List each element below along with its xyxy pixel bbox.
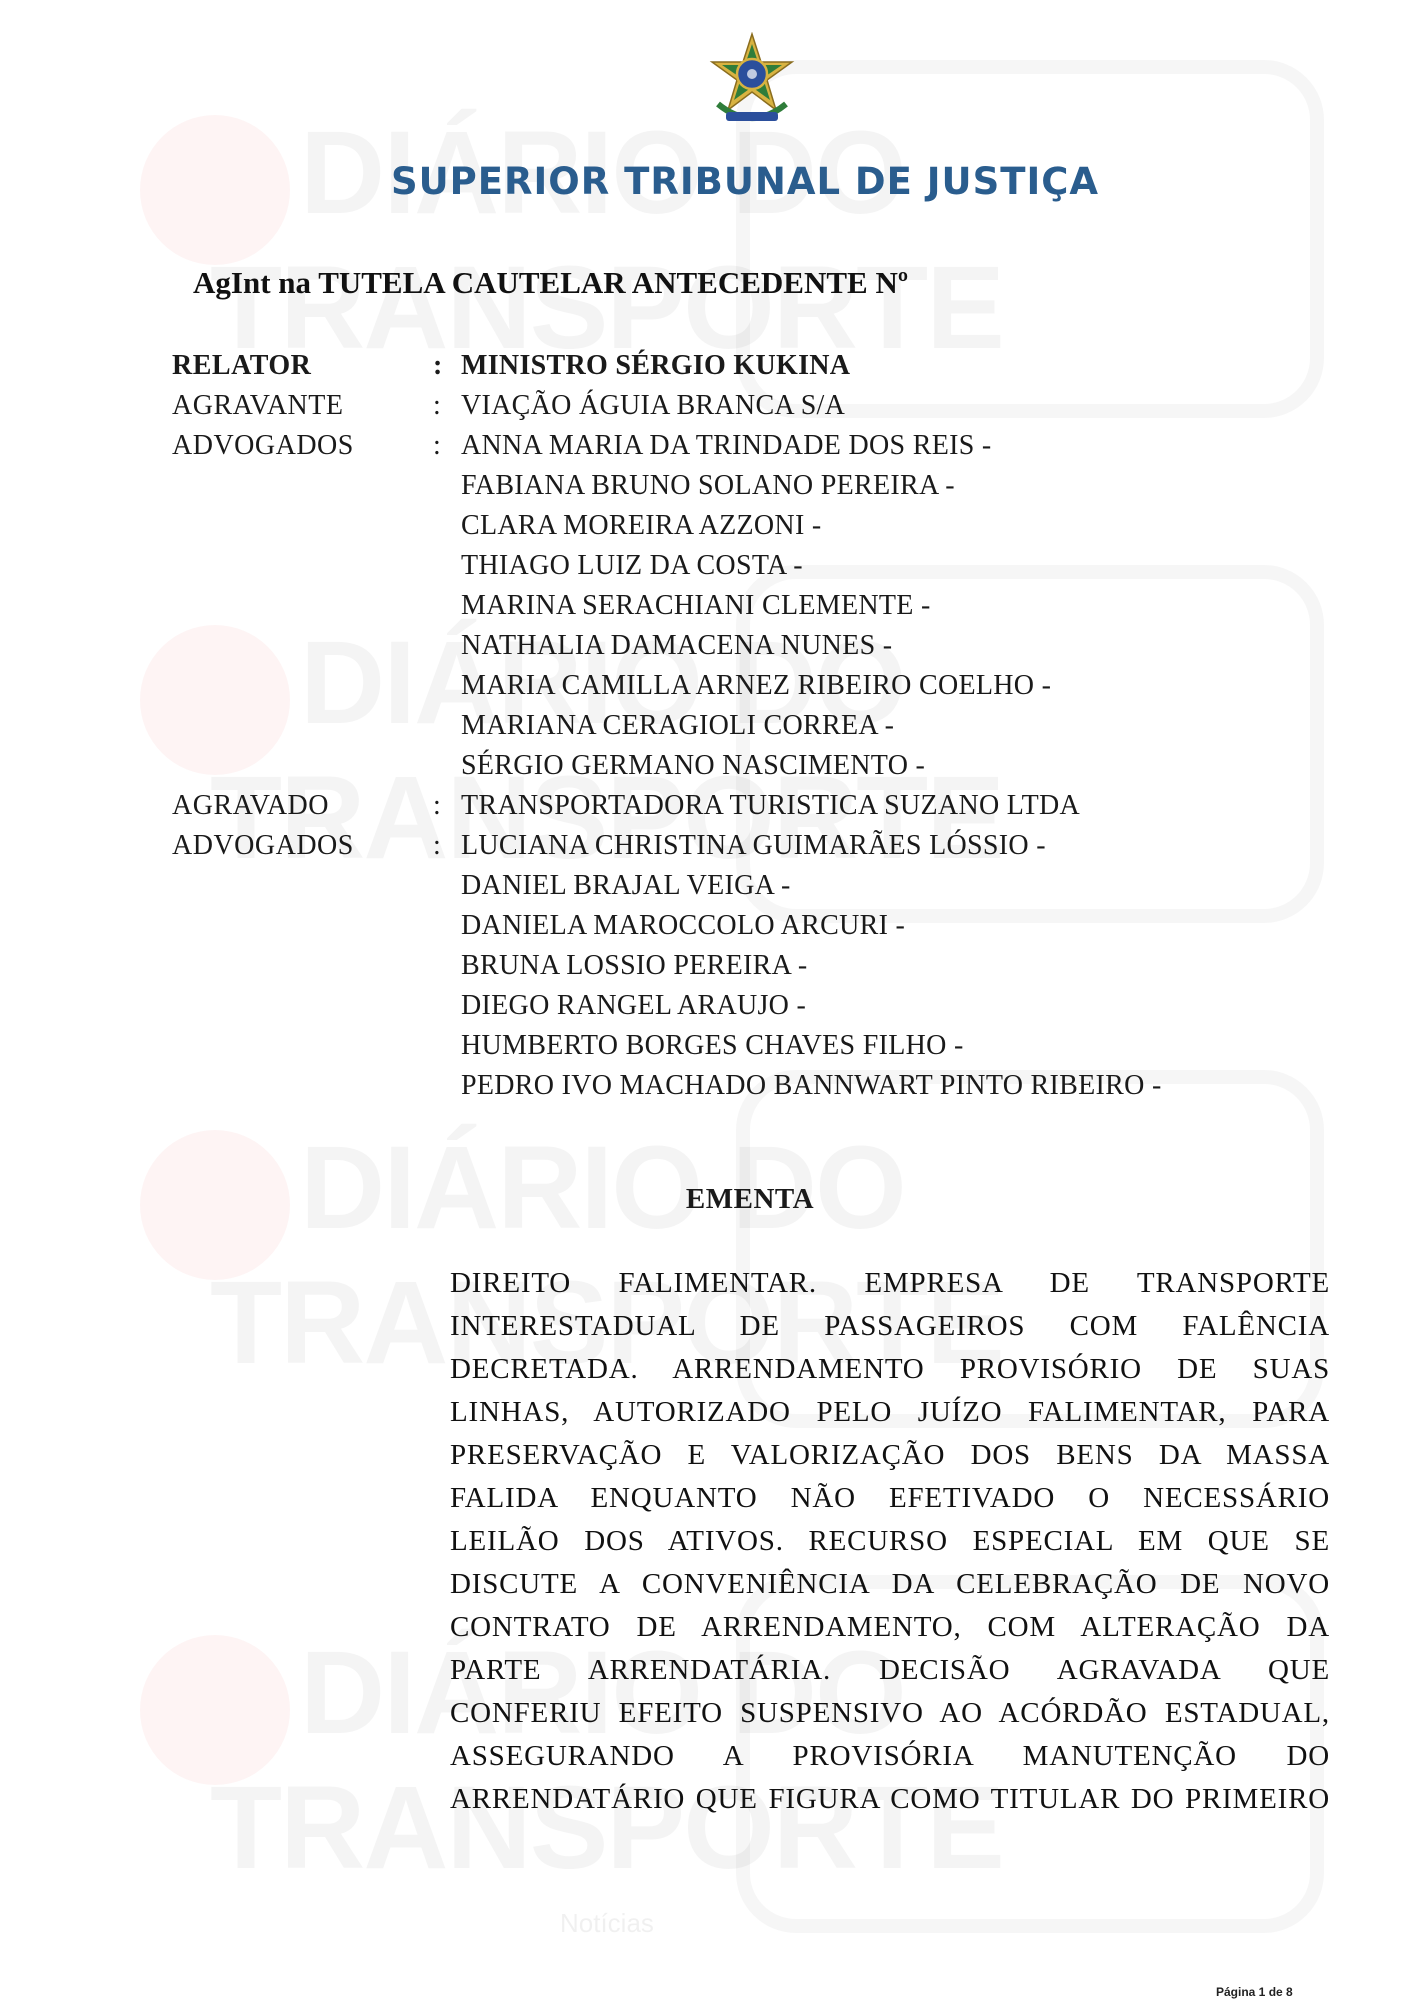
party-colon: : [433, 830, 441, 861]
lawyer-row [0, 626, 1414, 666]
party-name: MINISTRO SÉRGIO KUKINA [461, 350, 851, 381]
party-label: ADVOGADOS [172, 830, 354, 861]
lawyer-name: ANNA MARIA DA TRINDADE DOS REIS - [461, 430, 992, 461]
lawyer-name: CLARA MOREIRA AZZONI - [461, 510, 822, 541]
party-colon: : [433, 390, 441, 421]
ementa-heading: EMENTA [685, 1183, 815, 1215]
lawyer-row [0, 746, 1414, 786]
lawyer-name: DANIEL BRAJAL VEIGA - [461, 870, 791, 901]
ementa-text: DIREITO FALIMENTAR. EMPRESA DE TRANSPORTE INTERESTADUAL DE PASSAGEIROS COM FALÊNCIA DECRETADA. ARRENDAMENTO PROVISÓRIO DE SUAS LINHAS, AUTORIZADO PELO JUÍZO FALIMENTAR, PARA PRESERVAÇÃO E VALORIZAÇÃO DOS BENS DA MASSA FALIDA ENQUANTO NÃO EFETIVADO O NECESSÁRIO LEILÃO DOS ATIVOS. RECURSO ESPECIAL EM QUE SE DISCUTE A CONVENIÊNCIA DA CELEBRAÇÃO DE NOVO CONTRATO DE ARRENDAMENTO, COM ALTERAÇÃO DA PARTE ARRENDATÁRIA. DECISÃO AGRAVADA QUE CONFERIU EFEITO SUSPENSIVO AO ACÓRDÃO ESTADUAL, ASSEGURANDO A PROVISÓRIA MANUTENÇÃO DO ARRENDATÁRIO QUE FIGURA COMO TITULAR DO PRIMEIRO [450, 1267, 1330, 1815]
party-row-agravado [0, 786, 1414, 826]
lawyer-row [0, 986, 1414, 1026]
lawyer-row [0, 666, 1414, 706]
party-label: RELATOR [172, 350, 312, 381]
lawyer-name: THIAGO LUIZ DA COSTA - [461, 550, 803, 581]
coat-of-arms-icon [704, 32, 800, 132]
lawyer-row [0, 706, 1414, 746]
lawyer-row [0, 1026, 1414, 1066]
lawyer-name: HUMBERTO BORGES CHAVES FILHO - [461, 1030, 964, 1061]
party-row-advogados-agravado [0, 826, 1414, 866]
watermark-circle [140, 1635, 290, 1785]
court-title: SUPERIOR TRIBUNAL DE JUSTIÇA [390, 160, 1100, 203]
lawyer-name: MARINA SERACHIANI CLEMENTE - [461, 590, 931, 621]
lawyer-name: NATHALIA DAMACENA NUNES - [461, 630, 893, 661]
lawyer-name: DIEGO RANGEL ARAUJO - [461, 990, 807, 1021]
lawyer-row [0, 546, 1414, 586]
lawyer-name: MARIANA CERAGIOLI CORREA - [461, 710, 895, 741]
party-colon: : [433, 430, 441, 461]
party-colon: : [433, 350, 443, 381]
party-row-agravante [0, 386, 1414, 426]
lawyer-row [0, 1066, 1414, 1106]
lawyer-row [0, 866, 1414, 906]
lawyer-row [0, 586, 1414, 626]
party-label: ADVOGADOS [172, 430, 354, 461]
party-name: TRANSPORTADORA TURISTICA SUZANO LTDA [461, 790, 1081, 821]
lawyer-row [0, 506, 1414, 546]
party-row-relator [0, 346, 1414, 386]
party-colon: : [433, 790, 441, 821]
party-name: VIAÇÃO ÁGUIA BRANCA S/A [461, 390, 846, 421]
lawyer-name: BRUNA LOSSIO PEREIRA - [461, 950, 808, 981]
lawyer-name: SÉRGIO GERMANO NASCIMENTO - [461, 750, 926, 781]
party-row-advogados-agravante [0, 426, 1414, 466]
lawyer-name: FABIANA BRUNO SOLANO PEREIRA - [461, 470, 955, 501]
lawyer-row [0, 906, 1414, 946]
lawyer-name: MARIA CAMILLA ARNEZ RIBEIRO COELHO - [461, 670, 1052, 701]
case-title: AgInt na TUTELA CAUTELAR ANTECEDENTE Nº [193, 265, 909, 300]
lawyer-row [0, 466, 1414, 506]
watermark-subtext: Notícias [560, 1908, 654, 1938]
lawyer-name: PEDRO IVO MACHADO BANNWART PINTO RIBEIRO - [461, 1070, 1162, 1101]
lawyer-row [0, 946, 1414, 986]
lawyer-name: DANIELA MAROCCOLO ARCURI - [461, 910, 906, 941]
party-label: AGRAVADO [172, 790, 330, 821]
lawyer-name: LUCIANA CHRISTINA GUIMARÃES LÓSSIO - [461, 830, 1046, 861]
page-number: Página 1 de 8 [1216, 1985, 1293, 1999]
party-label: AGRAVANTE [172, 390, 344, 421]
